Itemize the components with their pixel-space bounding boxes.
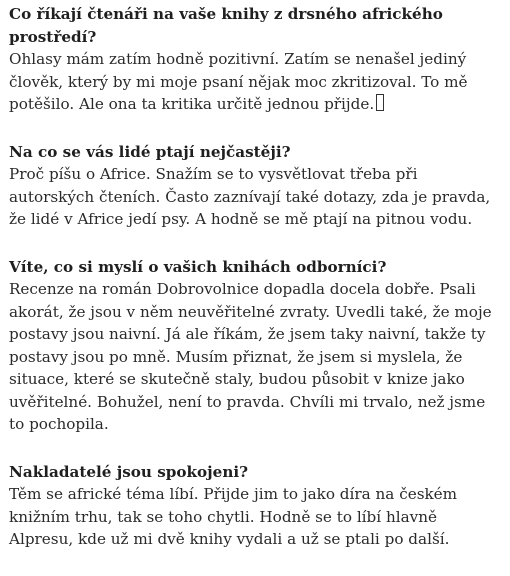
answer-text: Ohlasy mám zatím hodně pozitivní. Zatím se nenašel jediný člověk, který by mi moje psaní nějak moc zkritizoval. To mě potěšilo. Ale ona ta kritika určitě jednou přijde. bbox=[9, 50, 468, 113]
text-cursor-icon bbox=[376, 94, 384, 111]
question-heading: Na co se vás lidé ptají nejčastěji? bbox=[9, 142, 291, 161]
article-body bbox=[9, 3, 505, 576]
answer-paragraph: Proč píšu o Africe. Snažím se to vysvětlovat třeba při autorských čteních. Často zaznívají také dotazy, zda je pravda, že lidé v Africe jedí psy. A hodně se mě ptají na pitnou vodu. bbox=[9, 165, 491, 228]
answer-paragraph: Recenze na román Dobrovolnice dopadla docela dobře. Psali akorát, že jsou v něm neuvěřitelné zvraty. Uvedli také, že moje postavy jsou naivní. Já ale říkám, že jsem taky naivní, takže ty postavy jsou po mně. Musím přiznat, že jsem si myslela, že situace, které se skutečně staly, budou působit v knize jako uvěřitelné. Bohužel, není to pravda. Chvíli mi trvalo, než jsme to pochopila. bbox=[9, 280, 492, 433]
question-heading: Nakladatelé jsou spokojeni? bbox=[9, 462, 249, 481]
answer-paragraph bbox=[9, 48, 505, 116]
qa-section bbox=[9, 141, 505, 231]
qa-section bbox=[9, 461, 505, 551]
answer-paragraph: Těm se africké téma líbí. Přijde jim to jako díra na českém knižním trhu, tak se toho chytli. Hodně se to líbí hlavně Alpresu, kde už mi dvě knihy vydali a už se ptali po další. bbox=[9, 485, 458, 548]
question-heading: Víte, co si myslí o vašich knihách odborníci? bbox=[9, 257, 387, 276]
question-heading: Co říkají čtenáři na vaše knihy z drsného afrického prostředí? bbox=[9, 5, 443, 46]
qa-section bbox=[9, 3, 505, 116]
qa-section bbox=[9, 256, 505, 436]
